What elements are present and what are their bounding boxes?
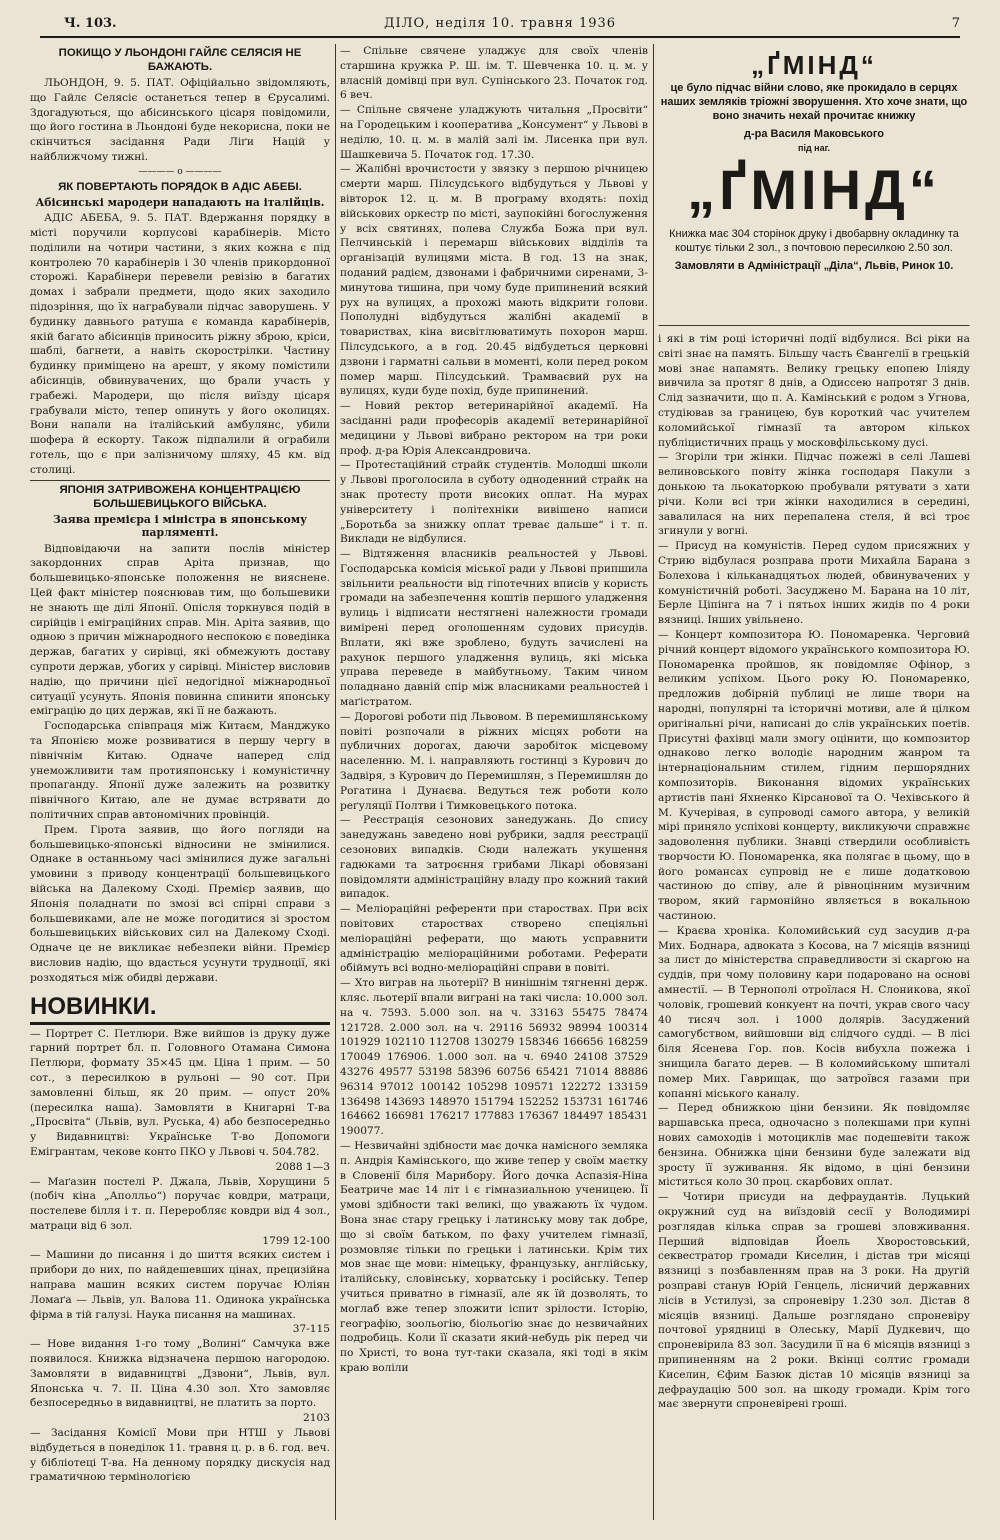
column-1	[30, 44, 330, 1485]
article-headline: ПОКИЩО У ЛЬОНДОНІ ГАЙЛЄ СЕЛЯСІЯ НЕ БАЖАЮТЬ.	[58, 47, 302, 73]
news-item: — Засідання Комісії Мови при НТШ у Львові відбудеться в понеділок 11. травня ц. р. в 6. год. веч. у бібліотеці Т-ва. На денному порядку дискусія над граматичною термінологією	[30, 1427, 330, 1484]
news-item: — Спільне свячене уладжує для своїх членів старшина кружка Р. Ш. ім. Т. Шевченка 10. ц. м. у власній домівці при вул. Супінського 23. Початок год. 6 веч.	[340, 45, 648, 102]
news-item: — Меліораційні референти при староствах. При всіх повітових староствах створено спеціяльні меліораційні реферати, що мають усправнити адміністрацію меліораційними роботами. Реферати обіймуть всі водно-меліораційні справи в повіті.	[340, 903, 648, 975]
page-number: 7	[951, 16, 960, 31]
news-item: — Портрет С. Петлюри. Вже вийшов із друку дуже гарний портрет бл. п. Головного Отамана Симона Петлюри, формату 35×45 цм. Ціна 1 прим. — 50 сот., з пересилкою в рульоні — 90 сот. При замовленні більш, як 20 прим. — опуст 20% (пересилка наша). Замовляти в Книгарні Т-ва „Просвіта“ (Львів, вул. Руська, 4) або безпосередньо у Видавництві: Українське Т-во Допомоги Емігрантам, чекове конто ПКО у Львові ч. 504.782.	[30, 1027, 330, 1158]
news-item: — Машини до писання і до шиття всяких систем і прибори до них, по найдешевших цінах, прецизійна направа машин всяких систем поручає Юліян Ломаґа — Львів, ул. Валова 11. Одинока українська фірма в тій галузі. Наука писання на машинах.	[30, 1249, 330, 1321]
article-body: ЛЬОНДОН, 9. 5. ПАТ. Офіційально звідомляють, що Гайлє Селясіє останеться тепер в Єрусалимі. Здогадуються, що абісинського цісаря повідомили, що його гостина в Льондоні буде некорисна, поки не скінчиться засідання Ради Ліґи Націй у найближчому тижні.	[30, 77, 330, 163]
news-item: — Відтяження власників реальностей у Львові. Господарська комісія міської ради у Львові припшила звільнити реальности від гіпотечних вписів у користь громади на забезпечення коштів першого уладження вулиць і відписати нестягнені належности громади вимірені перед оголошенням судових присудів. Вплати, які вже зроблено, будуть зачислені на рахунок першого уладження вулиць, які міська управа переведе в майбутньому. Таким чином поладнано давній спір між власниками реальностей і маґістратом.	[340, 548, 648, 709]
column-3	[658, 44, 970, 1412]
ad-author: д-ра Василя Маковського	[743, 128, 885, 140]
page-header	[40, 14, 960, 38]
news-item: — Дорогові роботи під Львовом. В перемишлянському повіті розпочали в ріжних місцях роботи на публичних дорогах, даючи заробіток місцевому населенню. М. і. направляють гостинці з Курович до Задвіря, з Курович до Перемишлян, з Перемишлян до Рогатина і Дунаєва. Ведуться теж роботи коло реґуляції Полтви і Тимковецького потока.	[340, 710, 648, 812]
article-headline: ЯК ПОВЕРТАЮТЬ ПОРЯДОК В АДІС АБЕБІ.	[58, 180, 302, 193]
ad-title-small: „ҐМІНД“	[751, 50, 877, 80]
news-item: — Краєва хроніка. Коломийський суд засудив д-ра Мих. Боднара, адвоката з Косова, на 7 місяців вязниці за лист до міністерства справедливости зі скаргою на суддів, при чому половину кари подаровано на основі амнестії. — В Тернополі отроїлася Н. Слоникова, якої чоловік, грошевий конкуент на почті, украв свого часу 40 тисяч зол. і 1000 долярів. Засуджений самогубством, вийшовши від слідчого судді. — В лісі біля Ясенева Гор. пов. Косів вибухла пожежа і знищила багато дерев. — В коломийському шпиталі помер Мих. Гаврищак, що затроївся газами при копанні міського каналу.	[658, 924, 970, 1100]
column-2	[340, 44, 648, 1376]
news-item: — Присуд на комуністів. Перед судом присяжних у Стрию відбулася розправа проти Михайла Барана з Болехова і кільканадцятьох людей, обвинувачених у комуністичній роботі. Засуджено М. Барана на 10 літ, Берле Ціпінга на 7 і пятьох інших жидів по 4 роки вязниці. Інших увільнено.	[658, 540, 970, 627]
news-item: — Хто виграв на льотерії? В нинішнім тягненні держ. кляс. льотерії впали виграні на такі числа: 10.000 зол. на ч. 7593. 5.000 зол. на ч. 33163 55475 78474 121728. 2.000 зол. на ч. 29116 56932 98994 100314 101929 102110 112708 130279 158346 166656 168259 170049 176906. 1.000 зол. на ч. 6940 24108 37529 43276 49577 53198 58396 60756 65421 71014 88886 96314 97012 100142 105298 109571 122272 133159 136498 143693 148970 151794 152252 153731 161746 164662 166981 176217 177883 176367 184497 185431 190077.	[340, 977, 648, 1138]
news-item: — Спільне свячене уладжують читальня „Просвіти“ на Городецьким і кооператива „Консумент“ у Львові в неділю, 10. ц. м. в малій залі ім. Лисенка при вул. Шашкевича 5. Початок год. 17.30.	[340, 104, 648, 161]
article-body: Відповідаючи на запити послів міністер закордонних справ Аріта признав, що большевицько-японське положення не вияснене. Цей факт міністер пояснював тим, що большевики не знають ще ділі Японії. Опісля торкнувся подій в сирійців і еміграційних справ. Мін. Аріта заявив, що одною з причин міжнародного неспокою є поведінка держав, багатих у сирівці, які обмежують доставу супроти держав, убогих у сирівці. Міністер висловив надію, що причини цієї недогідної міжнародньої ситуації усунуть. Японія повинна спинити японську еміграцію до цих держав, які її не бажають.	[30, 542, 330, 718]
divider-ornament: ———— o ————	[138, 166, 222, 177]
divider-line	[30, 480, 330, 481]
article-subheadline: Заява премієра і міністра в японському парляменті.	[52, 512, 308, 540]
news-item: — Незвичайні здібности має дочка намісного земляка п. Андрія Камінського, що живе тепер у своїм маєтку в Словенії біля Марибору. Його дочка Аспазія-Ніна Беатриче має 14 літ і є гімназиальною ученицею. Її умові здібности такі великі, що уважають їх чудом. Вона знає стару грецьку і латинську мову так добре, що зі своїм батьком, по фаху учителем гімназії, розмовляє тільки по грецьки і латинськи. Крім тих мов знає ще мови: німецьку, французьку, англійську, італійську, словінську, хорватську і російську. Тепер учиться приватно в гімназії, але як їй дозволять, то моглаб вже тепер зложити іспит зрілости. Історію, географію, зоольогію, біольогію знає до незвичайних подробиць. Коли її сказати який-небудь рік перед чи по Христі, то вона тут-таки сказала, які тоді в якім краю воліли	[340, 1139, 648, 1374]
ad-title-large: „ҐМІНД“	[687, 158, 941, 221]
news-item: — Реєстрація сезонових занедужань. До спису занедужань заведено нові рубрики, задля реєстрації сезонових випадків. Сюди належать укушення гадюками та затроєння грибами Лікарі обовязані повідомляти адміністраційну владу про кожний такий випадок.	[340, 814, 648, 901]
ad-under-label: під наг.	[798, 143, 830, 153]
issue-number: Ч. 103.	[64, 16, 117, 31]
news-item: — Новий ректор ветеринарійної академії. На засіданні ради професорів академії ветеринарійної медицини у Львові вибрано ректором на три роки проф. д-ра Юрія Александровича.	[340, 400, 648, 457]
ad-code: 37-115	[292, 1323, 330, 1336]
article-body: АДІС АБЕБА, 9. 5. ПАТ. Вдержання порядку в місті поручили корпусові карабінерів. Місто поділили на чотири частини, з яких кожна є під контролею 70 карабінерів і 30 членів прикордонної сторожі. Карабінери перевели ревізію в багатих домах і забрали предмети, щодо яких заходило підозріння, що їх награбували підчас заворушень. У будинку давнього ратуша є команда карабінерів, якій багато абісинців приносить ріжну зброю, кріси, шаблі, багнети, а навіть скорострілки. Частину будинку приміщено на арешт, у якому помістили абісинців, обвинувачених, що брали участь у грабежі. Мародери, що після виїзду цісаря грабували місто, тепер опинуть у його околицях. Вони напали на італійський амбулянс, убили шофера й ескорту. Також підпалили й ограбили готель, що є при залізничому шляху, 45 км. від столиці.	[30, 212, 330, 476]
section-title: НОВИНКИ.	[30, 992, 330, 1025]
news-item: — Чотири присуди на дефраудантів. Луцький окружний суд на виїздовій сесії у Володимирі розглядав кілька справ за грошеві зловживання. Перший відповідав Йоель Хворостовський, секвестратор громади Киселин, і дістав три місяці вязниці з позбавленням прав на 3 роки. На другій розправі станув Юрій Генцель, лісничий державних лісів в Устилузі, за спроневіру 1.230 зол. Дістав 8 місяців вязниці. Дальше розглядано спроневіру почтової урядниці в Олеську, Марії Дудкевич, що спроневірила 83 зол. Засудили її на 6 місяців вязниці з припиненням на 2 роки. Вкінці солтис громади Киселин, Єфим Базюк дістав 10 місяців вязниці за дефраудацію 500 зол. на шкоду громади. Крім того має звернути спроневірені гроші.	[658, 1191, 970, 1411]
ad-order-info: Замовляти в Адміністрації „Діла“, Львів, Ринок 10.	[674, 260, 954, 272]
news-item: — Згоріли три жінки. Підчас пожежі в селі Лашеві велиновського повіту жінка господаря Пакули з донькою та льокаторкою пробували рятувати з хати річи. Коли всі три жінки находилися в середині, завалилася на них перепалена стеля, й всі троє згинули у вогні.	[658, 451, 970, 538]
column-divider	[653, 44, 654, 1520]
news-item: — Нове видання 1-го тому „Волині“ Самчука вже появилося. Книжка відзначена першою нагородою. Замовляти в видавництві „Дзвони“, Львів, вул. Японська ч. 7. II. Ціна 4.30 зол. Хто замовляє безпосередньо в видавництві, не платить за порто.	[30, 1338, 330, 1410]
article-subheadline: Абісинські мародери нападають на італійців.	[35, 195, 325, 209]
news-item: — Маґазин постелі Р. Джала, Львів, Хорущини 5 (побіч кіна „Аполльо“) поручає ковдри, матраци, постелеве білля і т. п. Переробляє ковдри від 4 зол., матраци від 6 зол.	[30, 1175, 330, 1232]
article-body: Прем. Гірота заявив, що його погляди на большевицько-японські відносини не змінилися. Однаке в останньому часі змінилися дуже загальні умовини з приводу концентрації большевицького війська на Далекому Сході. Премієр заявив, що Японія поладнати по змозі всі спірні справи з большевиками, але не може погодитися зі зростом большевицьких військових сил на Далекому Сході. Одначе це не викликає небезпеки війни. Премієр висловив надію, що вдасться усунути трудноції, які розходяться між обидві держави.	[30, 823, 330, 984]
news-item: — Перед обнижкою ціни бензини. Як повідомляє варшавська преса, одночасно з полекшами при купні нових самоходів і мотоциклів має подешевіти також бензина. Обнижка ціни бензини буде залежати від зросту її зуживання. Як відомо, в ціні бензини міститься коло 30 проц. скарбових оплат.	[658, 1102, 970, 1189]
ad-text: це було підчас війни слово, яке прокидало в серцях наших земляків тріожні зворушення. Хто хоче знати, що воно значить нехай прочитає книжку	[660, 82, 968, 122]
news-item: — Жалібні врочистости у звязку з першою річницею смерти марш. Пілсудського відбудуться у Львові у вівторок 12. ц. м. В програму входять: похід військових оркестр по місті, заупокійні богослуження у всіх святинях, полева Служба Божа при вул. Пелчинській і перемарш військових відділів та організацій вулицями міста. В год. 13 на знак, поданий радієм, дзвонами і фабричними сиренами, 3-минутова тишина, при чому буде припинений всякий рух на вулицях, а прохожі мають відкрити голови. Пополудні відбудуться жалібні академії в товариствах, кіна висвітлюватимуть похорон марш. Пілсудського, а в год. 20.45 відбудеться церковні дзвони і гарматні сальви в моменті, коли перед роком помер марш. Пілсудський. Трамваєвий рух на вулицях, куди буде похід, буде припинений.	[340, 163, 648, 398]
news-item: — Протестаційний страйк студентів. Молодші школи у Львові проголосила в суботу одноденний страйк на знак протесту проти високих оплат. На мурах університету і політехніки вивішено написи „Боротьба за знижку оплат треває дальше“ і т. п. Виклади не відбулися.	[340, 459, 648, 546]
ad-price: Книжка має 304 сторінок друку і двобарвну окладинку та коштує тільки 2 зол., з почтовою пересилкою 2.50 зол.	[669, 228, 959, 254]
masthead-date: ДІЛО, неділя 10. травня 1936	[383, 16, 617, 31]
ad-code: 2088 1—3	[275, 1160, 330, 1173]
news-item: — Концерт композитора Ю. Пономаренка. Черговий річний концерт відомого українського композитора Ю. Пономаренка пройшов, як повідомляє Офінор, з великим успіхом. Цього року Ю. Пономаренко, предложив добірній публиці не лише твори на народні, популярні та історичні мотиви, але й цілком оригінальні річи, написані до слів українських поетів. Присутні фахівці мали змогу оцінити, що композитор однаково легко володіє народним жанром та інтернаціональним стилем, гідним першорядних композиторів. Виконання відомих українських артистів пані Яхненко Кірсанової та О. Чехівського й М. Кучерівая, в супроводі самого автора, у великій мірі приняло успіхові концерту, викликуючи справжнє задоволення публики. Знавці ствердили особливість творчости Ю. Пономаренка, яка полягає в цьому, що в його романсах супровід не є лише додатковою частиною до співу, але й рівноцінним музичним твором, який гармонійно являється в вокальною частиною.	[658, 628, 970, 923]
article-body: і які в тім році історичні події відбулися. Всі ріки на світі знає на память. Більшу часть Євангелії в грецькій мові знає напамять. Велику грецьку епопею Іліяду вивчила за протяг 8 днів, а Одиссею напротяг 3 днів. Слід зазначити, що п. А. Камінський є родом з Угнова, студіював за границею, був короткий час учителем коломийської гімназії та автором кількох публіцистичних праць у московфільському дусі.	[658, 333, 970, 449]
book-advertisement	[658, 44, 970, 326]
article-headline: ЯПОНІЯ ЗАТРИВОЖЕНА КОНЦЕНТРАЦІЄЮ БОЛЬШЕВИЦЬКОГО ВІЙСЬКА.	[59, 483, 301, 510]
column-divider	[335, 44, 336, 1520]
ad-code: 2103	[303, 1412, 330, 1425]
article-body: Господарська співпраця між Китаєм, Манджуко та Японією може розвиватися в першу чергу в північнім Китаю. Одначе наперед слід унеможливити там протияпонську і комуністичну пропаганду. Японії дуже залежить на розвитку північного Китаю, але не думає встрявати до політичних справ автономічних провінцій.	[30, 720, 330, 821]
ad-code: 1799 12-100	[262, 1234, 330, 1247]
